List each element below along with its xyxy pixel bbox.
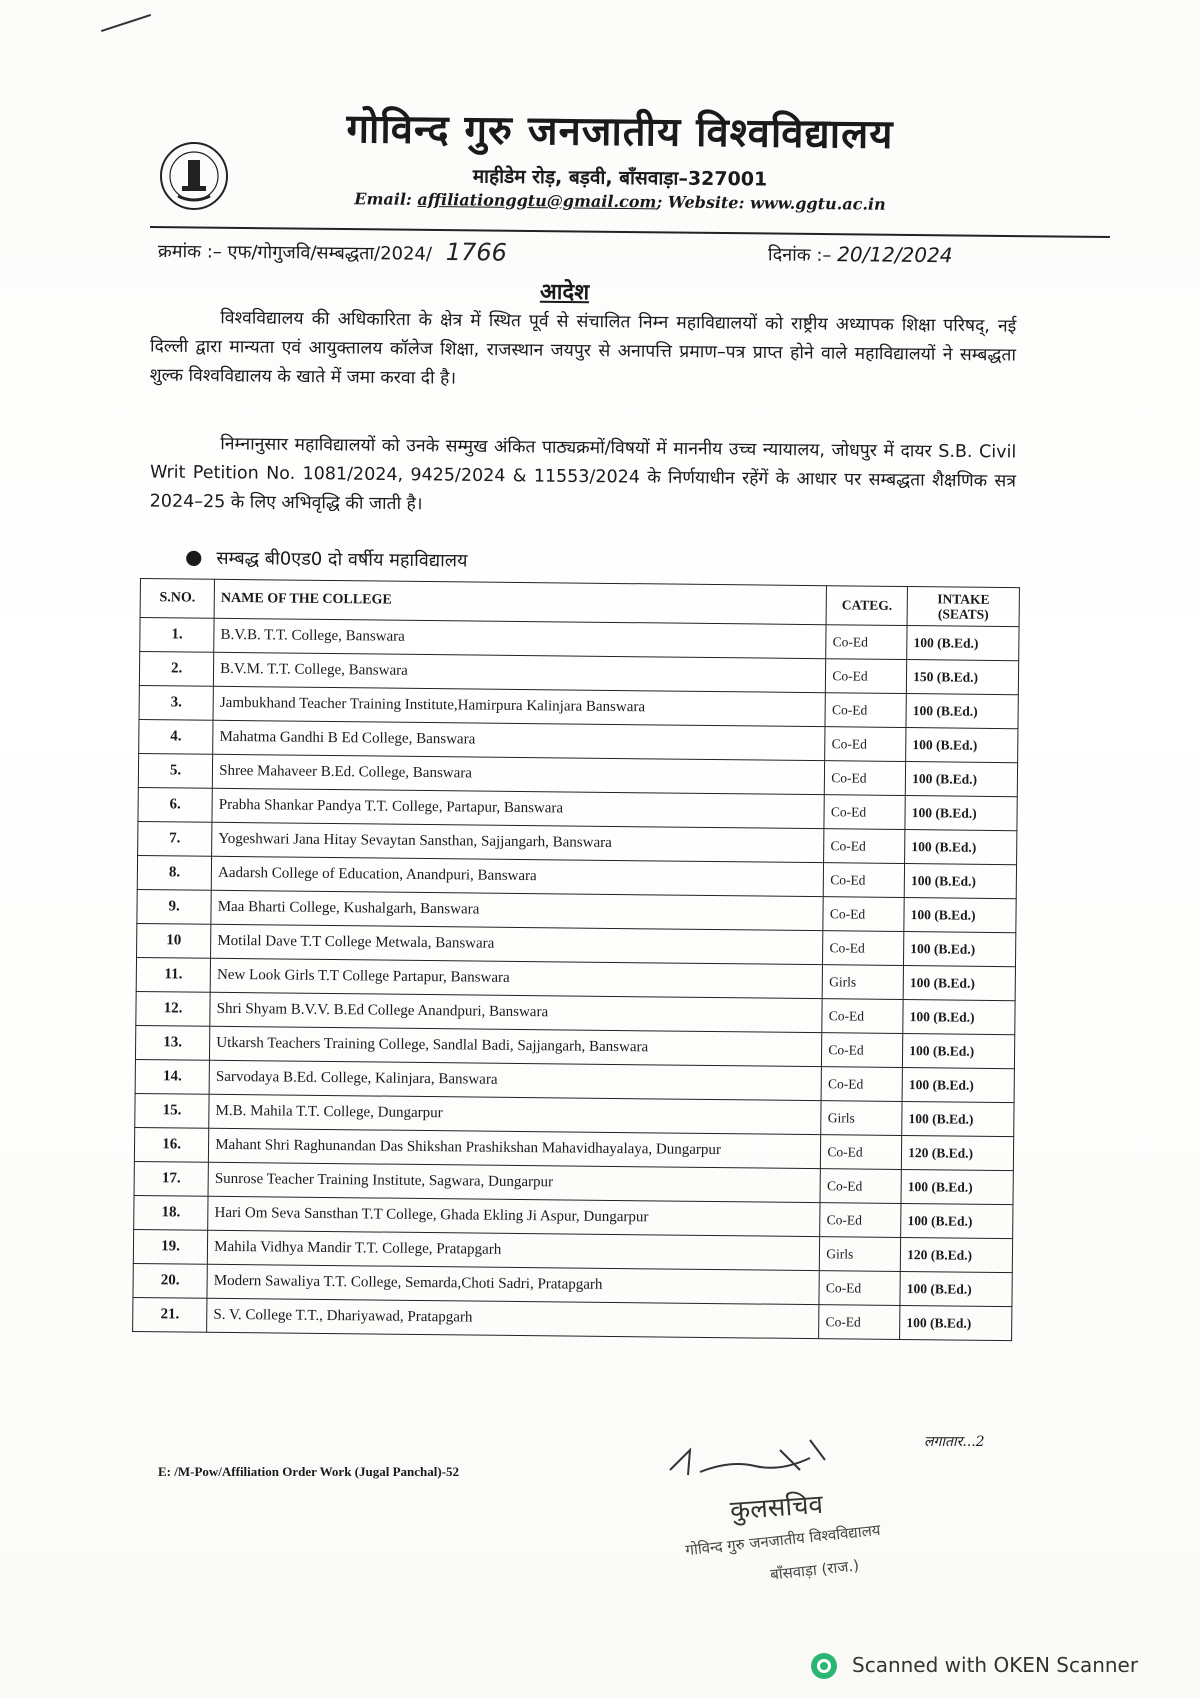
cell-sno: 15. <box>135 1093 210 1128</box>
cell-category: Co-Ed <box>819 1271 900 1306</box>
cell-sno: 12. <box>136 991 211 1026</box>
order-title: आदेश <box>539 279 590 306</box>
cell-college-name: Mahant Shri Raghunandan Das Shikshan Prashikshan Mahavidhayalaya, Dungarpur <box>209 1128 822 1168</box>
paragraph-1: विश्वविद्यालय की अधिकारिता के क्षेत्र में स्थित पूर्व से संचालित निम्न महाविद्यालयों को राष्ट्रीय अध्यापक शिक्षा परिषद्, नई दिल्ली द्वारा मान्यता एवं आयुक्तालय कॉलेज शिक्षा, राजस्थान जयपुर से अनापत्ति प्रमाण–पत्र प्राप्त होने वाले महाविद्यालयों ने सम्बद्धता शुल्क विश्वविद्यालय के खाते में जमा करवा दी है। <box>149 308 1017 389</box>
cell-sno: 17. <box>134 1161 209 1196</box>
cell-intake: 100 (B.Ed.) <box>904 932 1016 967</box>
college-table-wrapper <box>132 578 1020 1341</box>
cell-category: Co-Ed <box>823 897 904 932</box>
cell-category: Co-Ed <box>826 659 907 694</box>
cell-category: Co-Ed <box>820 1169 901 1204</box>
col-header-category: CATEG. <box>826 586 907 626</box>
cell-intake: 120 (B.Ed.) <box>902 1136 1014 1171</box>
signatory-organisation: गोविन्द गुरु जनजातीय विश्वविद्यालय <box>684 1520 882 1560</box>
cell-intake: 100 (B.Ed.) <box>900 1305 1012 1340</box>
cell-college-name: Shree Mahaveer B.Ed. College, Banswara <box>212 754 825 794</box>
cell-category: Co-Ed <box>825 693 906 728</box>
date-value: 20/12/2024 <box>837 242 953 268</box>
cell-intake: 100 (B.Ed.) <box>904 864 1016 899</box>
cell-category: Co-Ed <box>825 761 906 796</box>
cell-intake: 120 (B.Ed.) <box>900 1238 1012 1273</box>
cell-college-name: B.V.B. T.T. College, Banswara <box>214 618 827 658</box>
cell-category: Co-Ed <box>822 1033 903 1068</box>
cell-college-name: Mahila Vidhya Mandir T.T. College, Pratapgarh <box>207 1230 820 1270</box>
section-heading <box>185 545 468 573</box>
cell-college-name: Prabha Shankar Pandya T.T. College, Partapur, Banswara <box>212 788 825 828</box>
cell-category: Co-Ed <box>824 829 905 864</box>
university-emblem-icon <box>158 140 230 212</box>
cell-sno: 1. <box>140 618 215 653</box>
cell-intake: 100 (B.Ed.) <box>906 694 1018 729</box>
cell-college-name: Utkarsh Teachers Training College, Sandlal Badi, Sajjangarh, Banswara <box>210 1026 823 1066</box>
cell-college-name: Modern Sawaliya T.T. College, Semarda,Choti Sadri, Pratapgarh <box>207 1264 820 1304</box>
oken-scanner-icon <box>810 1652 838 1680</box>
cell-sno: 6. <box>138 787 213 822</box>
cell-sno: 10 <box>137 923 212 958</box>
cell-category: Girls <box>820 1237 901 1272</box>
cell-college-name: Sunrose Teacher Training Institute, Sagwara, Dungarpur <box>208 1162 821 1202</box>
reference-number: 1766 <box>445 237 508 267</box>
cell-sno: 2. <box>139 652 214 687</box>
cell-college-name: Aadarsh College of Education, Anandpuri, Banswara <box>211 856 824 896</box>
signature-block <box>660 1430 960 1584</box>
college-table <box>132 578 1020 1341</box>
cell-sno: 4. <box>139 719 214 754</box>
cell-college-name: Sarvodaya B.Ed. College, Kalinjara, Banswara <box>209 1060 822 1100</box>
cell-college-name: Mahatma Gandhi B Ed College, Banswara <box>213 720 826 760</box>
cell-sno: 18. <box>134 1195 209 1230</box>
university-address: माहीडेम रोड़, बड़वी, बाँसवाड़ा–327001 <box>472 165 768 191</box>
date-label: दिनांक :– <box>767 244 832 267</box>
cell-college-name: Maa Bharti College, Kushalgarh, Banswara <box>211 890 824 930</box>
cell-category: Girls <box>822 965 903 1000</box>
pen-mark <box>101 14 151 32</box>
cell-sno: 7. <box>138 821 213 856</box>
reference-number-block <box>158 235 507 267</box>
email-address: affiliationggtu@gmail.com <box>417 189 657 212</box>
cell-college-name: Jambukhand Teacher Training Institute,Hamirpura Kalinjara Banswara <box>213 686 826 726</box>
cell-college-name: New Look Girls T.T College Partapur, Banswara <box>210 958 823 998</box>
date-block <box>768 241 953 268</box>
cell-college-name: B.V.M. T.T. College, Banswara <box>214 652 827 692</box>
cell-intake: 100 (B.Ed.) <box>900 1272 1012 1307</box>
cell-category: Co-Ed <box>822 999 903 1034</box>
handwritten-signature <box>660 1430 840 1490</box>
cell-intake: 100 (B.Ed.) <box>903 1034 1015 1069</box>
cell-category: Co-Ed <box>821 1067 902 1102</box>
cell-intake: 100 (B.Ed.) <box>901 1170 1013 1205</box>
cell-intake: 100 (B.Ed.) <box>903 966 1015 1001</box>
cell-college-name: Yogeshwari Jana Hitay Sevaytan Sansthan, Sajjangarh, Banswara <box>212 822 825 862</box>
cell-college-name: M.B. Mahila T.T. College, Dungarpur <box>209 1094 822 1134</box>
cell-category: Co-Ed <box>824 795 905 830</box>
cell-category: Co-Ed <box>825 727 906 762</box>
cell-college-name: Hari Om Seva Sansthan T.T College, Ghada Ekling Ji Aspur, Dungarpur <box>208 1196 821 1236</box>
cell-sno: 13. <box>135 1025 210 1060</box>
cell-sno: 8. <box>137 855 212 890</box>
cell-sno: 11. <box>136 957 211 992</box>
cell-sno: 5. <box>138 753 213 788</box>
table-body <box>133 618 1019 1341</box>
signatory-title: कुलसचिव <box>729 1489 824 1527</box>
cell-sno: 9. <box>137 889 212 924</box>
cell-intake: 100 (B.Ed.) <box>906 728 1018 763</box>
cell-intake: 100 (B.Ed.) <box>903 1000 1015 1035</box>
col-header-intake: INTAKE (SEATS) <box>907 587 1019 627</box>
bullet-icon: ● <box>184 544 203 569</box>
signatory-city: बाँसवाड़ा (राज.) <box>769 1556 860 1584</box>
email-label: Email: <box>354 189 412 209</box>
cell-intake: 100 (B.Ed.) <box>905 796 1017 831</box>
cell-category: Co-Ed <box>819 1305 900 1340</box>
cell-college-name: Motilal Dave T.T College Metwala, Banswara <box>211 924 824 964</box>
cell-category: Girls <box>821 1101 902 1136</box>
cell-category: Co-Ed <box>821 1135 902 1170</box>
col-header-name: NAME OF THE COLLEGE <box>214 579 827 624</box>
cell-college-name: Shri Shyam B.V.V. B.Ed College Anandpuri, Banswara <box>210 992 823 1032</box>
continued-note: लगातार...2 <box>924 1434 985 1450</box>
cell-intake: 100 (B.Ed.) <box>905 762 1017 797</box>
cell-sno: 14. <box>135 1059 210 1094</box>
cell-intake: 100 (B.Ed.) <box>902 1068 1014 1103</box>
cell-category: Co-Ed <box>823 931 904 966</box>
section-heading-text: सम्बद्ध बी0एड0 दो वर्षीय महाविद्यालय <box>216 547 468 572</box>
cell-intake: 100 (B.Ed.) <box>901 1204 1013 1239</box>
col-header-sno: S.NO. <box>140 579 215 619</box>
cell-college-name: S. V. College T.T., Dhariyawad, Pratapgarh <box>207 1298 820 1338</box>
cell-sno: 16. <box>134 1127 209 1162</box>
cell-intake: 100 (B.Ed.) <box>905 830 1017 865</box>
cell-sno: 3. <box>139 685 214 720</box>
cell-category: Co-Ed <box>820 1203 901 1238</box>
cell-sno: 20. <box>133 1263 208 1298</box>
cell-intake: 100 (B.Ed.) <box>902 1102 1014 1137</box>
paragraph-2: निम्नानुसार महाविद्यालयों को उनके सम्मुख अंकित पाठ्यक्रमों/विषयों में माननीय उच्च न्यायालय, जोधपुर में दायर S.B. Civil Writ Petition No. 1081/2024, 9425/2024 & 11553/2024 के निर्णयाधीन रहेंगें के आधार पर सम्बद्धता शैक्षणिक सत्र 2024–25 के लिए अभिवृद्धि की जाती है। <box>149 434 1017 515</box>
cell-category: Co-Ed <box>826 625 907 660</box>
cell-intake: 100 (B.Ed.) <box>907 626 1019 661</box>
cell-intake: 150 (B.Ed.) <box>907 660 1019 695</box>
reference-label: क्रमांक :– एफ/गोगुजवि/सम्बद्धता/2024/ <box>157 240 433 265</box>
cell-category: Co-Ed <box>824 863 905 898</box>
scanner-text: Scanned with OKEN Scanner <box>852 1653 1139 1677</box>
contact-line <box>350 189 890 214</box>
reference-line <box>158 231 1118 275</box>
cell-sno: 21. <box>133 1297 208 1332</box>
cell-intake: 100 (B.Ed.) <box>904 898 1016 933</box>
footer-file-path: E: /M-Pow/Affiliation Order Work (Jugal Panchal)-52 <box>158 1464 460 1479</box>
website-text: ; Website: www.ggtu.ac.in <box>656 192 886 214</box>
cell-sno: 19. <box>133 1229 208 1264</box>
university-name: गोविन्द गुरु जनजातीय विश्वविद्यालय <box>346 106 894 158</box>
